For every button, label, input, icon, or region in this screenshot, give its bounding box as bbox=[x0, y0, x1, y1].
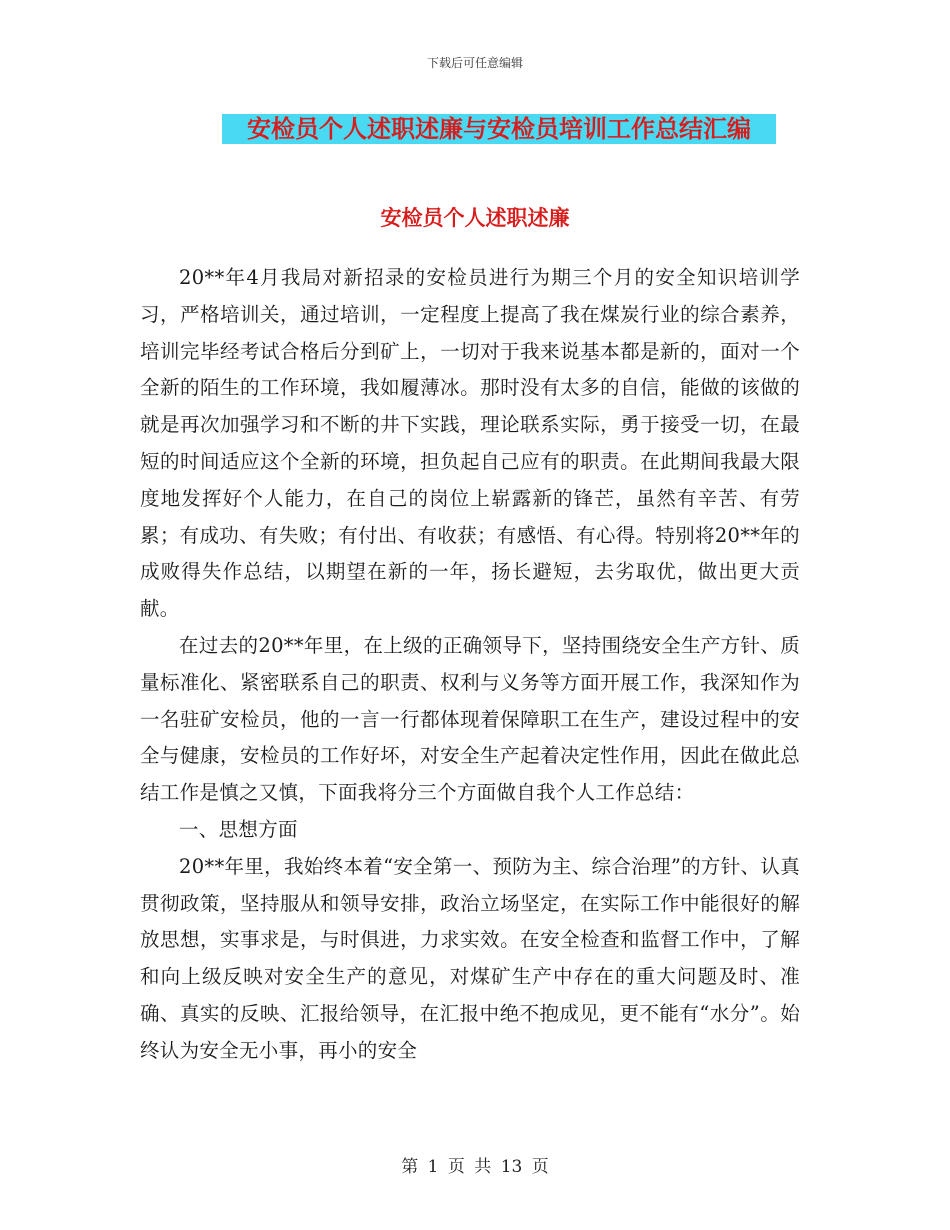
page-footer: 第 1 页 共 13 页 bbox=[401, 1157, 549, 1177]
document-body bbox=[140, 223, 800, 1070]
section-title: 安检员个人述职述廉 bbox=[380, 205, 570, 230]
document-title: 安检员个人述职述廉与安检员培训工作总结汇编 bbox=[222, 114, 776, 144]
paragraph-heading-thought: 一、思想方面 bbox=[179, 817, 298, 841]
paragraph-1: 20**年4月我局对新招录的安检员进行为期三个月的安全知识培训学习，严格培训关，通过培训，一定程度上提高了我在煤炭行业的综合素养，培训完毕经考试合格后分到矿上，一切对于我来说基本都是新的，面对一个全新的陌生的工作环境，我如履薄冰。那时没有太多的自信，能做的该做的就是再次加强学习和不断的井下实践，理论联系实际，勇于接受一切，在最短的时间适应这个全新的环境，担负起自己应有的职责。在此期间我最大限度地发挥好个人能力，在自己的岗位上崭露新的锋芒，虽然有辛苦、有劳累；有成功、有失败；有付出、有收获；有感悟、有心得。特别将20**年的成败得失作总结，以期望在新的一年，扬长避短，去劣取优，做出更大贡献。 bbox=[140, 266, 800, 621]
paragraph-3: 20**年里，我始终本着“安全第一、预防为主、综合治理”的方针、认真贯彻政策，坚持服从和领导安排，政治立场坚定，在实际工作中能很好的解放思想，实事求是，与时俱进，力求实效。在安全检查和监督工作中，了解和向上级反映对安全生产的意见，对煤矿生产中存在的重大问题及时、准确、真实的反映、汇报给领导，在汇报中绝不抱成见，更不能有“水分”。始终认为安全无小事，再小的安全 bbox=[140, 854, 800, 1062]
header-note: 下载后可任意编辑 bbox=[426, 56, 523, 70]
paragraph-2: 在过去的20**年里，在上级的正确领导下，坚持围绕安全生产方针、质量标准化、紧密联系自己的职责、权利与义务等方面开展工作，我深知作为一名驻矿安检员，他的一言一行都体现着保障职工在生产，建设过程中的安全与健康，安检员的工作好坏，对安全生产起着决定性作用，因此在做此总结工作是慎之又慎，下面我将分三个方面做自我个人工作总结： bbox=[140, 633, 800, 805]
